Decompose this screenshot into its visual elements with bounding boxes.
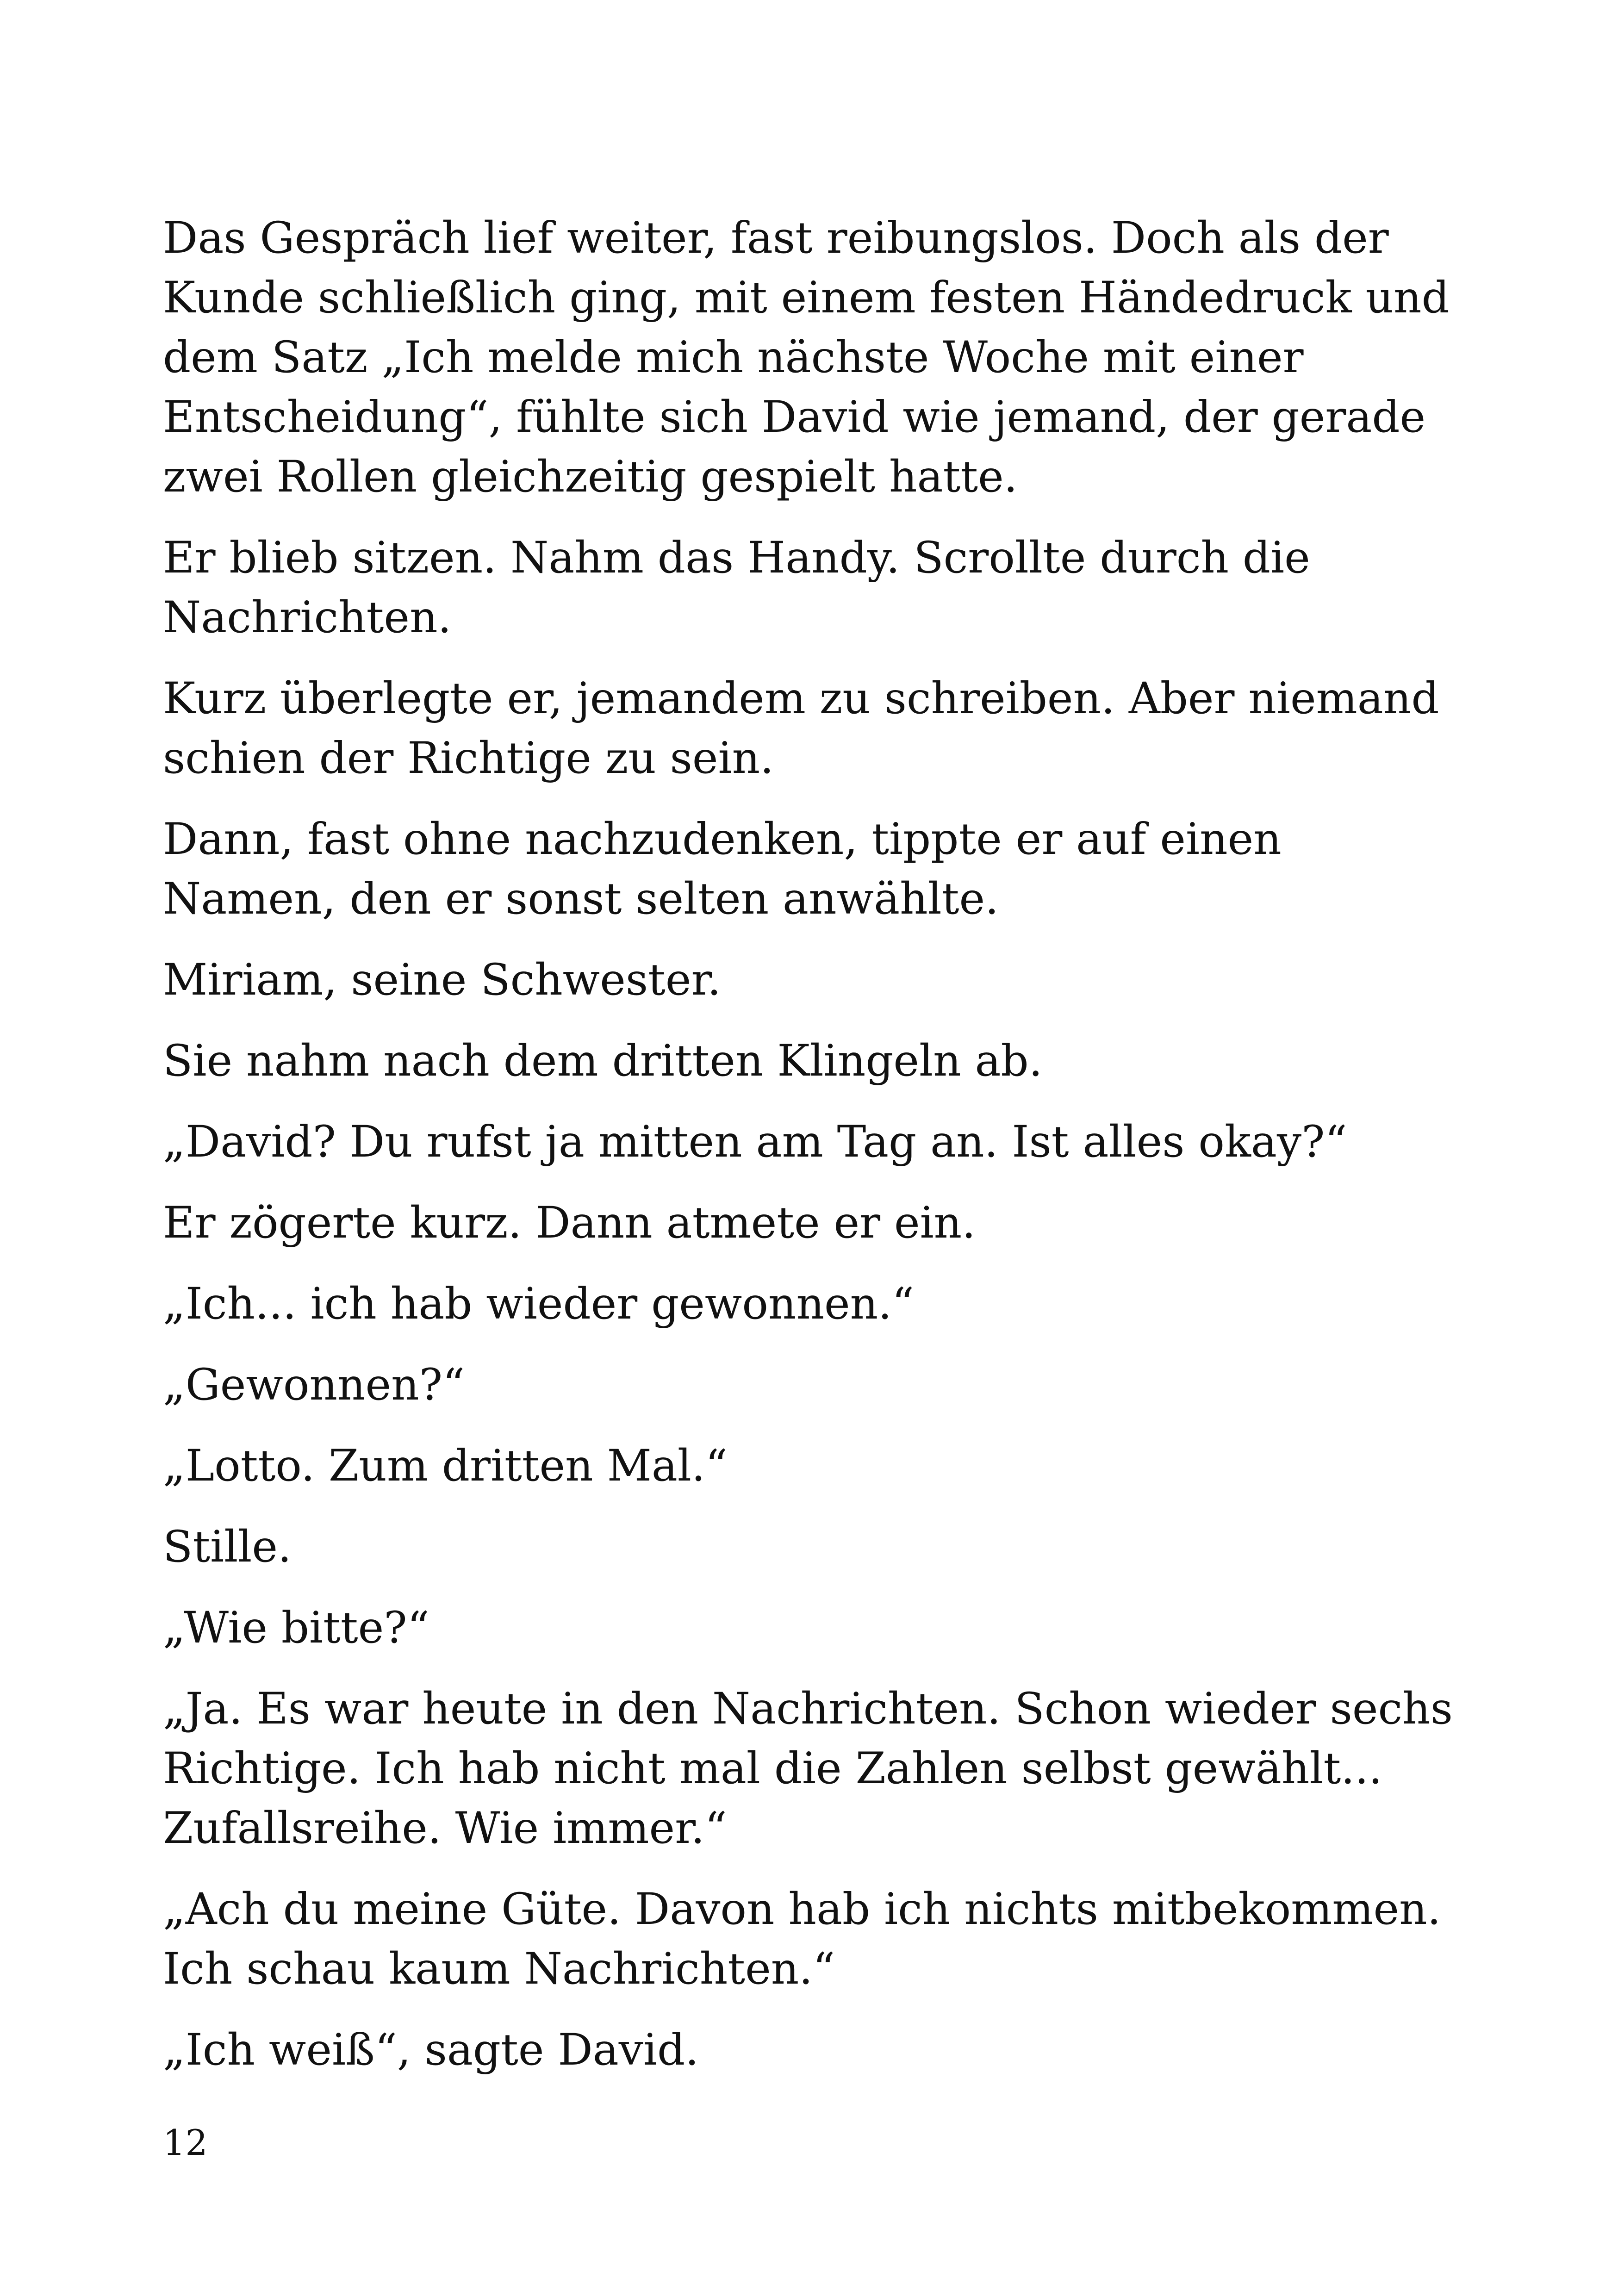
paragraph-7: „David? Du rufst ja mitten am Tag an. Ist alles okay?“: [163, 1117, 1347, 1167]
page-number: 12: [163, 2122, 208, 2163]
paragraph-6: Sie nahm nach dem dritten Klingeln ab.: [163, 1036, 1043, 1086]
paragraph-16: „Ich weiß“, sagte David.: [163, 2025, 699, 2075]
paragraph-13: „Wie bitte?“: [163, 1603, 429, 1653]
paragraph-10: „Gewonnen?“: [163, 1360, 465, 1410]
paragraph-3: Kurz überlegte er, jemandem zu schreiben. Aber niemand schien der Richtige zu sein.: [163, 673, 1439, 784]
paragraph-5: Miriam, seine Schwester.: [163, 955, 722, 1005]
body-text: [163, 208, 1468, 2101]
paragraph-8: Er zögerte kurz. Dann atmete er ein.: [163, 1198, 976, 1248]
paragraph-2: Er blieb sitzen. Nahm das Handy. Scrollte durch die Nachrichten.: [163, 533, 1310, 643]
paragraph-4: Dann, fast ohne nachzudenken, tippte er auf einen Namen, den er sonst selten anwählte.: [163, 814, 1282, 924]
paragraph-11: „Lotto. Zum dritten Mal.“: [163, 1441, 728, 1491]
paragraph-1: Das Gespräch lief weiter, fast reibungslos. Doch als der Kunde schließlich ging, mit einem festen Händedruck und dem Satz „Ich melde mich nächste Woche mit einer Entscheidung“, fühlte sich David wie jemand, der gerade zwei Rollen gleichzeitig gespielt hatte.: [163, 213, 1450, 502]
paragraph-12: Stille.: [163, 1522, 292, 1572]
paragraph-14: „Ja. Es war heute in den Nachrichten. Schon wieder sechs Richtige. Ich hab nicht mal die Zahlen selbst gewählt... Zufallsreihe. Wie immer.“: [163, 1684, 1453, 1854]
paragraph-15: „Ach du meine Güte. Davon hab ich nichts mitbekommen. Ich schau kaum Nachrichten.“: [163, 1884, 1441, 1994]
paragraph-9: „Ich... ich hab wieder gewonnen.“: [163, 1279, 915, 1329]
